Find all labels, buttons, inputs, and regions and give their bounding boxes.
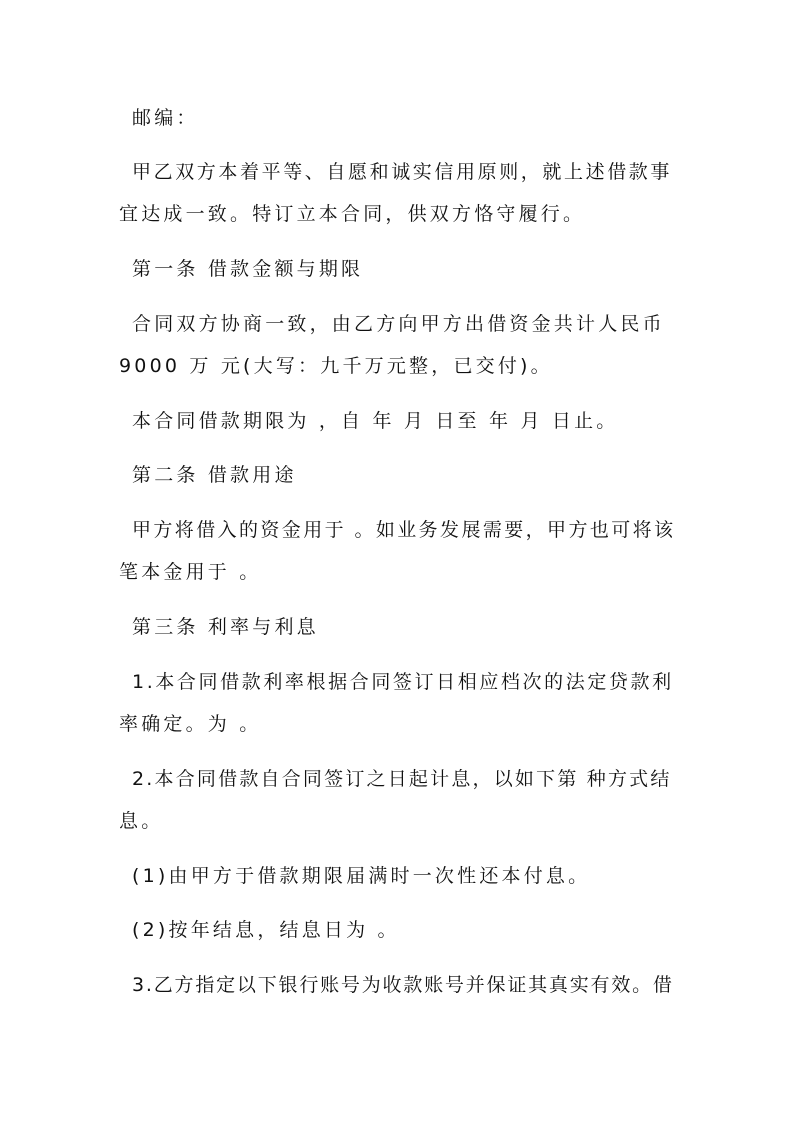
article-1-para-1-line-2: 9000 万 元(大写：九千万元整，已交付)。 xyxy=(119,355,553,377)
article-3-option-1: (1)由甲方于借款期限届满时一次性还本付息。 xyxy=(132,865,591,887)
article-3-item-3-line-1: 3.乙方指定以下银行账号为收款账号并保证其真实有效。借 xyxy=(132,974,674,996)
article-2-para-line-1: 甲方将借入的资金用于 。如业务发展需要，甲方也可将该 xyxy=(132,519,676,541)
preamble-line-2: 宜达成一致。特订立本合同，供双方恪守履行。 xyxy=(119,203,586,225)
article-3-item-2-line-2: 息。 xyxy=(119,810,164,832)
article-1-para-1-line-1: 合同双方协商一致，由乙方向甲方出借资金共计人民币 xyxy=(132,313,665,335)
postcode-line: 邮编： xyxy=(132,107,199,129)
article-3-option-2: (2)按年结息，结息日为 。 xyxy=(132,919,400,941)
article-2-heading: 第二条 借款用途 xyxy=(132,464,297,486)
article-1-term-line: 本合同借款期限为 ，自 年 月 日至 年 月 日止。 xyxy=(132,410,619,432)
article-2-para-line-2: 笔本金用于 。 xyxy=(119,561,262,583)
article-3-item-2-line-1: 2.本合同借款自合同签订之日起计息，以如下第 种方式结 xyxy=(132,768,672,790)
article-1-heading: 第一条 借款金额与期限 xyxy=(132,258,364,280)
article-3-heading: 第三条 利率与利息 xyxy=(132,616,319,638)
article-3-item-1-line-1: 1.本合同借款利率根据合同签订日相应档次的法定贷款利 xyxy=(132,671,674,693)
article-3-item-1-line-2: 率确定。为 。 xyxy=(119,713,262,735)
preamble-line-1: 甲乙双方本着平等、自愿和诚实信用原则，就上述借款事 xyxy=(132,161,673,183)
